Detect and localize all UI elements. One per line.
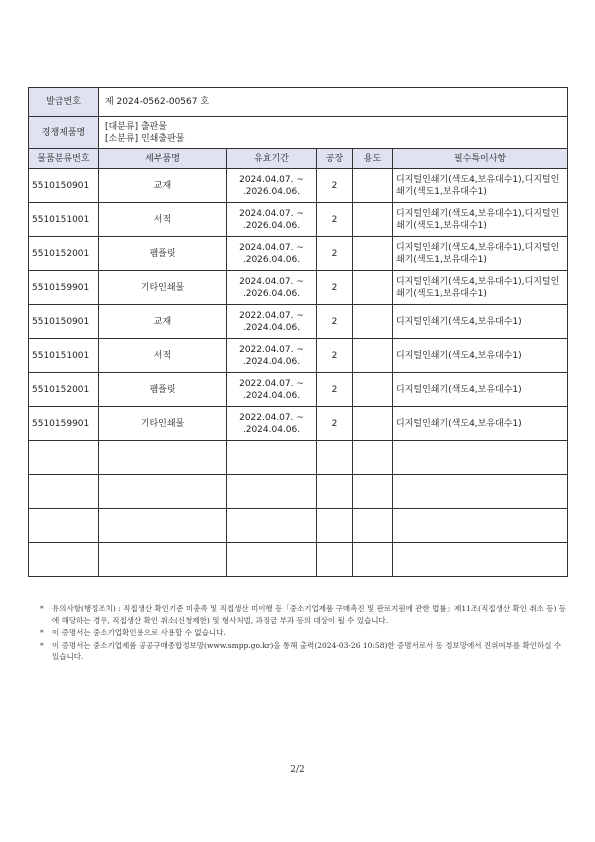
certificate-table <box>28 87 568 577</box>
empty-cell <box>29 543 99 577</box>
usage-cell <box>353 407 393 441</box>
empty-cell <box>353 475 393 509</box>
validity-cell: 2022.04.07. ~ .2024.04.06. <box>227 339 317 373</box>
asterisk-mark: * <box>40 604 44 613</box>
issue-number-row <box>29 88 568 117</box>
table-row <box>29 169 568 203</box>
column-header-notes: 필수특이사항 <box>393 149 568 169</box>
asterisk-mark: * <box>40 628 44 637</box>
footnote-item <box>40 640 570 663</box>
table-row <box>29 339 568 373</box>
footnote-text: 이 증명서는 중소기업제품 공공구매종합정보망(www.smpp.go.kr)을 통해 출력(2024-03-26 10:58)한 증명서로서 동 정보망에서 진위여부를 확인하실 수 있습니다. <box>52 640 562 661</box>
requirements-cell: 디지털인쇄기(색도4,보유대수1) <box>393 339 568 373</box>
footnotes <box>40 603 570 664</box>
item-name-cell: 팸플릿 <box>99 373 227 407</box>
requirements-cell: 디지털인쇄기(색도4,보유대수1),디지털인쇄기(색도1,보유대수1) <box>393 271 568 305</box>
item-name-cell: 교재 <box>99 169 227 203</box>
empty-row <box>29 543 568 577</box>
table-row <box>29 407 568 441</box>
table-row <box>29 203 568 237</box>
requirements-cell: 디지털인쇄기(색도4,보유대수1),디지털인쇄기(색도1,보유대수1) <box>393 237 568 271</box>
column-header-validity: 유효기간 <box>227 149 317 169</box>
empty-cell <box>227 475 317 509</box>
page-number: 2/2 <box>290 765 305 775</box>
empty-cell <box>227 509 317 543</box>
factory-cell: 2 <box>317 169 353 203</box>
product-code-cell: 5510151001 <box>29 203 99 237</box>
factory-cell: 2 <box>317 373 353 407</box>
factory-cell: 2 <box>317 271 353 305</box>
usage-cell <box>353 237 393 271</box>
empty-cell <box>393 475 568 509</box>
validity-cell: 2024.04.07. ~ .2026.04.06. <box>227 169 317 203</box>
empty-row <box>29 475 568 509</box>
validity-cell: 2022.04.07. ~ .2024.04.06. <box>227 407 317 441</box>
validity-cell: 2022.04.07. ~ .2024.04.06. <box>227 305 317 339</box>
table-row <box>29 373 568 407</box>
usage-cell <box>353 169 393 203</box>
factory-cell: 2 <box>317 203 353 237</box>
product-code-cell: 5510159901 <box>29 271 99 305</box>
empty-cell <box>393 543 568 577</box>
item-name-cell: 기타인쇄물 <box>99 271 227 305</box>
empty-cell <box>353 441 393 475</box>
column-header-usage: 용도 <box>353 149 393 169</box>
item-name-cell: 서적 <box>99 203 227 237</box>
requirements-cell: 디지털인쇄기(색도4,보유대수1),디지털인쇄기(색도1,보유대수1) <box>393 169 568 203</box>
empty-cell <box>99 441 227 475</box>
product-code-cell: 5510150901 <box>29 305 99 339</box>
footnote-text: 유의사항(행정조치) : 직접생산 확인기준 미충족 및 직접생산 미이행 등「중소기업제품 구매촉진 및 판로지원에 관한 법률」제11조(직접생산 확인 취소 등) 등에 해당하는 경우, 직접생산 확인 취소(신청제한) 및 형사처벌, 과징금 부과 등의 대상이 될 수 있습니다. <box>52 604 566 625</box>
usage-cell <box>353 373 393 407</box>
footnote-item <box>40 627 570 639</box>
validity-cell: 2022.04.07. ~ .2024.04.06. <box>227 373 317 407</box>
usage-cell <box>353 203 393 237</box>
table-row <box>29 305 568 339</box>
table-row <box>29 271 568 305</box>
empty-cell <box>29 509 99 543</box>
product-code-cell: 5510152001 <box>29 237 99 271</box>
empty-cell <box>99 543 227 577</box>
empty-cell <box>29 475 99 509</box>
column-header-code: 물품분류번호 <box>29 149 99 169</box>
usage-cell <box>353 271 393 305</box>
asterisk-mark: * <box>40 640 44 650</box>
product-major-category: [대분류] 출판물 <box>105 121 168 132</box>
empty-cell <box>29 441 99 475</box>
product-name-value <box>99 117 568 149</box>
requirements-cell: 디지털인쇄기(색도4,보유대수1) <box>393 407 568 441</box>
issue-number-value: 제 2024-0562-00567 호 <box>99 88 568 117</box>
empty-cell <box>317 441 353 475</box>
usage-cell <box>353 339 393 373</box>
requirements-cell: 디지털인쇄기(색도4,보유대수1) <box>393 305 568 339</box>
product-code-cell: 5510152001 <box>29 373 99 407</box>
item-name-cell: 팸플릿 <box>99 237 227 271</box>
factory-cell: 2 <box>317 237 353 271</box>
product-code-cell: 5510151001 <box>29 339 99 373</box>
empty-cell <box>393 441 568 475</box>
empty-cell <box>317 509 353 543</box>
empty-cell <box>99 509 227 543</box>
product-code-cell: 5510159901 <box>29 407 99 441</box>
footnote-item <box>40 603 570 626</box>
empty-row <box>29 441 568 475</box>
empty-cell <box>393 509 568 543</box>
item-name-cell: 기타인쇄물 <box>99 407 227 441</box>
column-header-factory: 공장 <box>317 149 353 169</box>
validity-cell: 2024.04.07. ~ .2026.04.06. <box>227 271 317 305</box>
factory-cell: 2 <box>317 339 353 373</box>
column-header-item: 세부품명 <box>99 149 227 169</box>
empty-cell <box>99 475 227 509</box>
validity-cell: 2024.04.07. ~ .2026.04.06. <box>227 203 317 237</box>
empty-cell <box>227 441 317 475</box>
empty-cell <box>227 543 317 577</box>
empty-row <box>29 509 568 543</box>
empty-cell <box>317 475 353 509</box>
product-name-label: 경쟁제품명 <box>29 117 99 149</box>
footnote-text: 이 증명서는 중소기업확인용으로 사용할 수 없습니다. <box>52 628 226 637</box>
factory-cell: 2 <box>317 305 353 339</box>
column-header-row <box>29 149 568 169</box>
requirements-cell: 디지털인쇄기(색도4,보유대수1) <box>393 373 568 407</box>
table-row <box>29 237 568 271</box>
empty-cell <box>317 543 353 577</box>
product-minor-category: [소분류] 인쇄출판물 <box>105 133 185 144</box>
usage-cell <box>353 305 393 339</box>
product-code-cell: 5510150901 <box>29 169 99 203</box>
empty-cell <box>353 509 393 543</box>
factory-cell: 2 <box>317 407 353 441</box>
empty-cell <box>353 543 393 577</box>
issue-number-label: 발급번호 <box>29 88 99 117</box>
product-name-row <box>29 117 568 149</box>
validity-cell: 2024.04.07. ~ .2026.04.06. <box>227 237 317 271</box>
requirements-cell: 디지털인쇄기(색도4,보유대수1),디지털인쇄기(색도1,보유대수1) <box>393 203 568 237</box>
item-name-cell: 교재 <box>99 305 227 339</box>
item-name-cell: 서적 <box>99 339 227 373</box>
